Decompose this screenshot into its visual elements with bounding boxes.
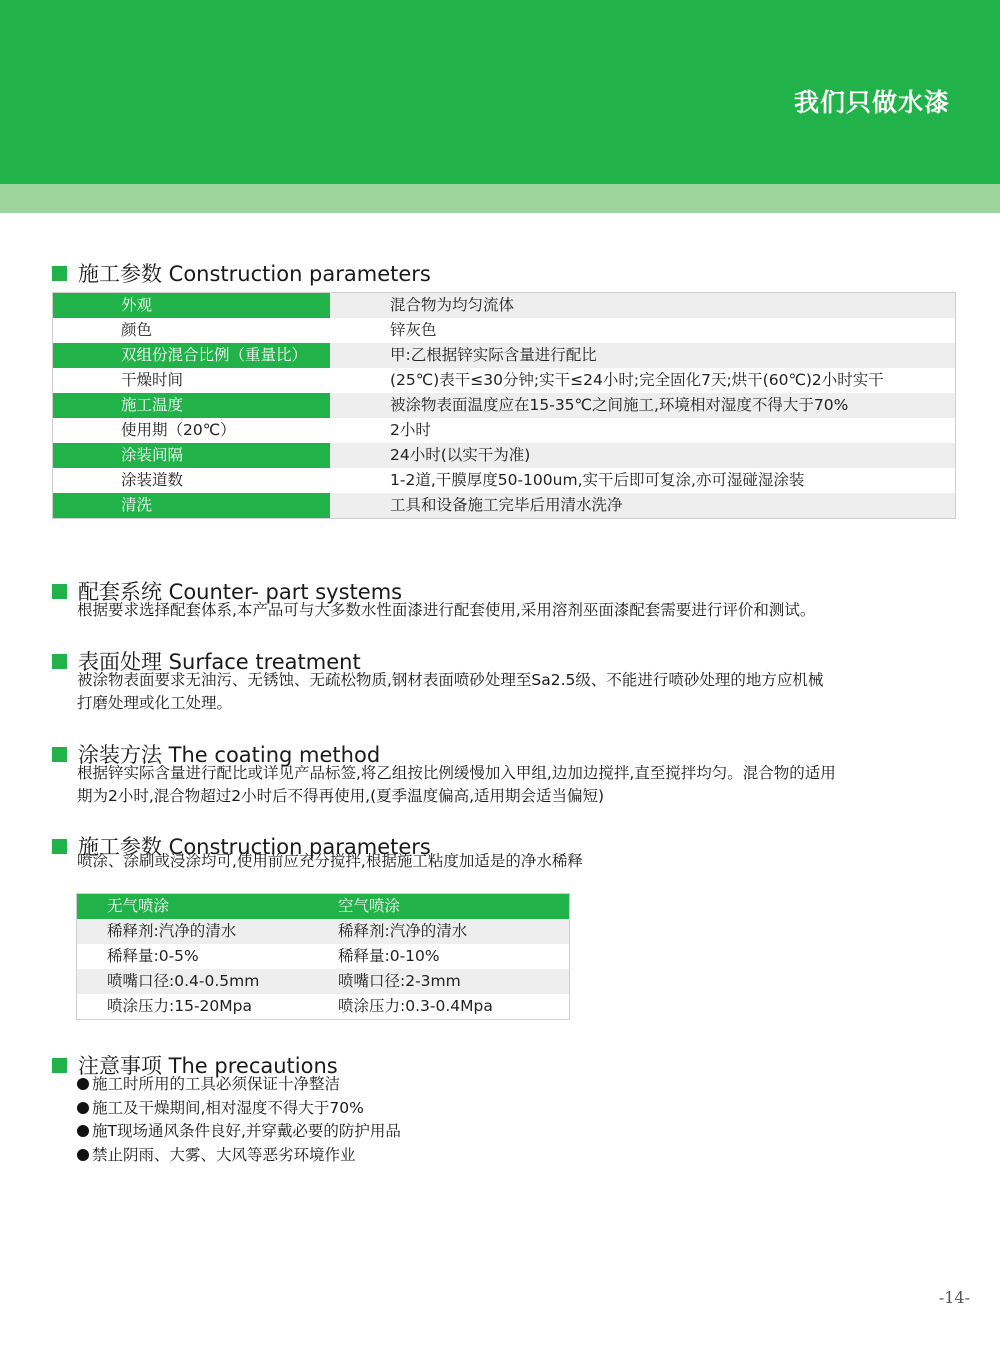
table-cell: 喷嘴口径:2-3mm — [338, 972, 461, 990]
header-strip — [0, 184, 1000, 213]
bullet-dot-icon — [77, 1078, 89, 1090]
square-bullet-icon — [52, 654, 67, 669]
param-value: 24小时(以实干为准) — [390, 446, 531, 464]
table-cell: 稀释剂:汽净的清水 — [338, 922, 468, 940]
param-value: 被涂物表面温度应在15-35℃之间施工,环境相对湿度不得大于70% — [390, 396, 849, 414]
construction-params-table — [52, 292, 956, 519]
table-cell: 稀释量:0-10% — [338, 947, 440, 965]
section-title-text: 表面处理 Surface treatment — [78, 650, 361, 674]
section-title-text: 涂装方法 The coating method — [78, 743, 381, 767]
table-cell: 喷涂压力:15-20Mpa — [107, 997, 252, 1015]
precautions-list — [77, 1073, 401, 1167]
table-row — [53, 318, 955, 343]
table-row — [77, 994, 569, 1019]
table-cell: 稀释剂:汽净的清水 — [107, 922, 237, 940]
table-header-row — [77, 894, 569, 919]
table-row — [53, 293, 955, 318]
counterpart-text: 根据要求选择配套体系,本产品可与大多数水性面漆进行配套使用,采用溶剂巫面漆配套需要进行评价和测试。 — [77, 601, 816, 619]
section-title-construction — [52, 258, 431, 288]
bullet-dot-icon — [77, 1125, 89, 1137]
spray-params-table — [76, 893, 570, 1020]
header-banner — [0, 0, 1000, 184]
param-value: 混合物为均匀流体 — [390, 296, 515, 314]
paragraph-line: 期为2小时,混合物超过2小时后不得再使用,(夏季温度偏高,适用期会适当偏短) — [77, 787, 605, 805]
section-title-text: 施工参数 Construction parameters — [78, 835, 431, 859]
bullet-dot-icon — [77, 1102, 89, 1114]
square-bullet-icon — [52, 266, 67, 281]
table-row — [53, 393, 955, 418]
section-title-text: 施工参数 Construction parameters — [78, 262, 431, 286]
construction2-text: 喷涂、涂刷或浸涂均可,使用前应充分搅拌,根据施工粘度加适是的净水稀释 — [77, 852, 583, 870]
list-item — [77, 1097, 401, 1121]
bullet-dot-icon — [77, 1149, 89, 1161]
list-item-text: 施工时所用的工具必须保证十净整洁 — [92, 1075, 341, 1093]
param-value: 甲:乙根据锌实际含量进行配比 — [390, 346, 597, 364]
table-row — [53, 368, 955, 393]
param-value: (25℃)表干≤30分钟;实干≤24小时;完全固化7天;烘干(60℃)2小时实干 — [390, 371, 884, 389]
table-row — [53, 443, 955, 468]
list-item-text: 施T现场通风条件良好,并穿戴必要的防护用品 — [92, 1122, 401, 1140]
table-row — [53, 418, 955, 443]
param-label: 清洗 — [53, 493, 330, 518]
square-bullet-icon — [52, 584, 67, 599]
coating-text — [77, 762, 957, 808]
paragraph-line: 被涂物表面要求无油污、无锈蚀、无疏松物质,钢材表面喷砂处理至Sa2.5级、不能进行喷砂处理的地方应机械 — [77, 671, 824, 689]
param-value: 1-2道,干膜厚度50-100um,实干后即可复涂,亦可湿碰湿涂装 — [390, 471, 805, 489]
table-row — [53, 493, 955, 518]
param-label: 外观 — [53, 293, 330, 318]
param-value: 2小时 — [390, 421, 431, 439]
paragraph-line: 打磨处理或化工处理。 — [77, 694, 233, 712]
param-label: 施工温度 — [53, 393, 330, 418]
page-number: -14- — [938, 1288, 970, 1307]
param-label: 使用期（20℃） — [121, 421, 236, 439]
param-label: 涂装间隔 — [53, 443, 330, 468]
paragraph-line: 根据锌实际含量进行配比或详见产品标签,将乙组按比例缓慢加入甲组,边加边搅拌,直至搅拌均匀。混合物的适用 — [77, 764, 836, 782]
section-title-text: 注意事项 The precautions — [78, 1054, 338, 1078]
column-header: 空气喷涂 — [338, 897, 401, 915]
slogan: 我们只做水漆 — [793, 88, 950, 117]
list-item-text: 施工及干燥期间,相对湿度不得大于70% — [92, 1098, 364, 1117]
table-cell: 喷嘴口径:0.4-0.5mm — [107, 972, 260, 990]
param-label: 颜色 — [121, 321, 153, 339]
param-value: 工具和设备施工完毕后用清水洗净 — [390, 496, 623, 514]
table-row — [77, 919, 569, 944]
param-label: 干燥时间 — [121, 371, 184, 389]
section-title-text: 配套系统 Counter- part systems — [78, 580, 403, 604]
list-item — [77, 1144, 401, 1168]
table-row — [53, 343, 955, 368]
square-bullet-icon — [52, 839, 67, 854]
column-header: 无气喷涂 — [107, 897, 170, 915]
table-row — [53, 468, 955, 493]
list-item-text: 禁止阴雨、大雾、大风等恶劣环境作业 — [92, 1145, 356, 1164]
param-label: 双组份混合比例（重量比） — [53, 343, 330, 368]
square-bullet-icon — [52, 1058, 67, 1073]
table-cell: 稀释量:0-5% — [107, 947, 199, 965]
list-item — [77, 1073, 401, 1097]
list-item — [77, 1120, 401, 1144]
table-cell: 喷涂压力:0.3-0.4Mpa — [338, 997, 493, 1015]
square-bullet-icon — [52, 747, 67, 762]
table-row — [77, 969, 569, 994]
param-label: 涂装道数 — [121, 471, 184, 489]
surface-text — [77, 669, 957, 715]
table-row — [77, 944, 569, 969]
param-value: 锌灰色 — [390, 321, 437, 339]
